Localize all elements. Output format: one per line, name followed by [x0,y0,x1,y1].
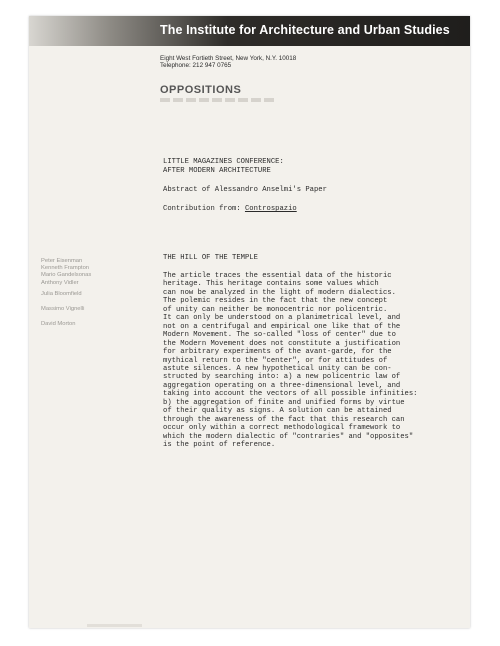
abstract-title: Abstract of Alessandro Anselmi's Paper [163,186,327,194]
editor-name: Peter Eisenman [41,258,83,264]
editor-name: Massimo Vignelli [41,306,85,313]
faint-subtitle-line [160,98,275,102]
editor-name: Kenneth Frampton [41,265,90,272]
body-line: for arbitrary experiments of the avant-garde, for the [163,348,392,357]
body-line: is the point of reference. [163,441,276,450]
editors-list [41,258,91,328]
editor-name: Mario Gandelsonas [41,272,92,279]
body-line: taking into account the vectors of all possible infinities: [163,390,418,399]
abstract-body [163,272,417,450]
institute-address: Eight West Fortieth Street, New York, N.Y. 10018 [160,55,297,62]
body-line: The article traces the essential data of the historic [163,272,392,280]
body-line: structed by searching into: a) a new policentric law of [163,373,401,382]
body-line: astute silences. A new hypothetical unity can be con- [163,364,392,373]
section-title: THE HILL OF THE TEMPLE [163,254,258,262]
body-line: The polemic resides in the fact that the new concept [163,297,388,306]
body-line: of unity can neither be monocentric nor policentric. [163,305,388,314]
editor-name: Julia Bloomfield [41,290,82,297]
conference-title-line2: AFTER MODERN ARCHITECTURE [163,167,271,175]
body-line: b) the aggregation of finite and unified forms by virtue [163,398,405,407]
body-line: not on a centrifugal and empirical one like that of the [163,322,401,331]
body-line: mythical return to the "center", or for attitudes of [163,356,388,365]
body-line: It can only be understood on a planimetrical level, and [163,314,401,323]
body-line: can now be analyzed in the light of modern dialectics. [163,288,396,297]
body-line: Modern Movement. The so-called "loss of center" due to [163,331,396,340]
body-line: aggregation operating on a three-dimensional level, and [163,381,401,390]
body-line: through the awareness of the fact that this research can [163,415,405,424]
body-line: which the modern dialectic of "contraries" and "opposites" [163,432,414,441]
journal-title: OPPOSITIONS [160,84,242,96]
conference-title-line1: LITTLE MAGAZINES CONFERENCE: [163,158,284,166]
institute-name: The Institute for Architecture and Urban Studies [160,23,450,37]
letterhead-banner [29,16,470,46]
contribution-name: Controspazio [244,205,297,213]
contribution-label: Contribution from: [163,205,245,213]
editor-name: Anthony Vidler [41,279,79,286]
contribution-line [163,205,297,213]
faint-footer-mark [87,624,142,627]
editor-name: David Morton [41,321,76,328]
body-line: heritage. This heritage contains some values which [163,280,379,289]
institute-telephone: Telephone: 212 947 0765 [160,62,232,69]
document-page [29,16,470,628]
body-line: the Modern Movement does not constitute a justification [163,339,401,348]
body-line: of their quality as signs. A solution can be attained [163,407,392,416]
body-line: occur only within a correct methodological framework to [163,424,401,433]
